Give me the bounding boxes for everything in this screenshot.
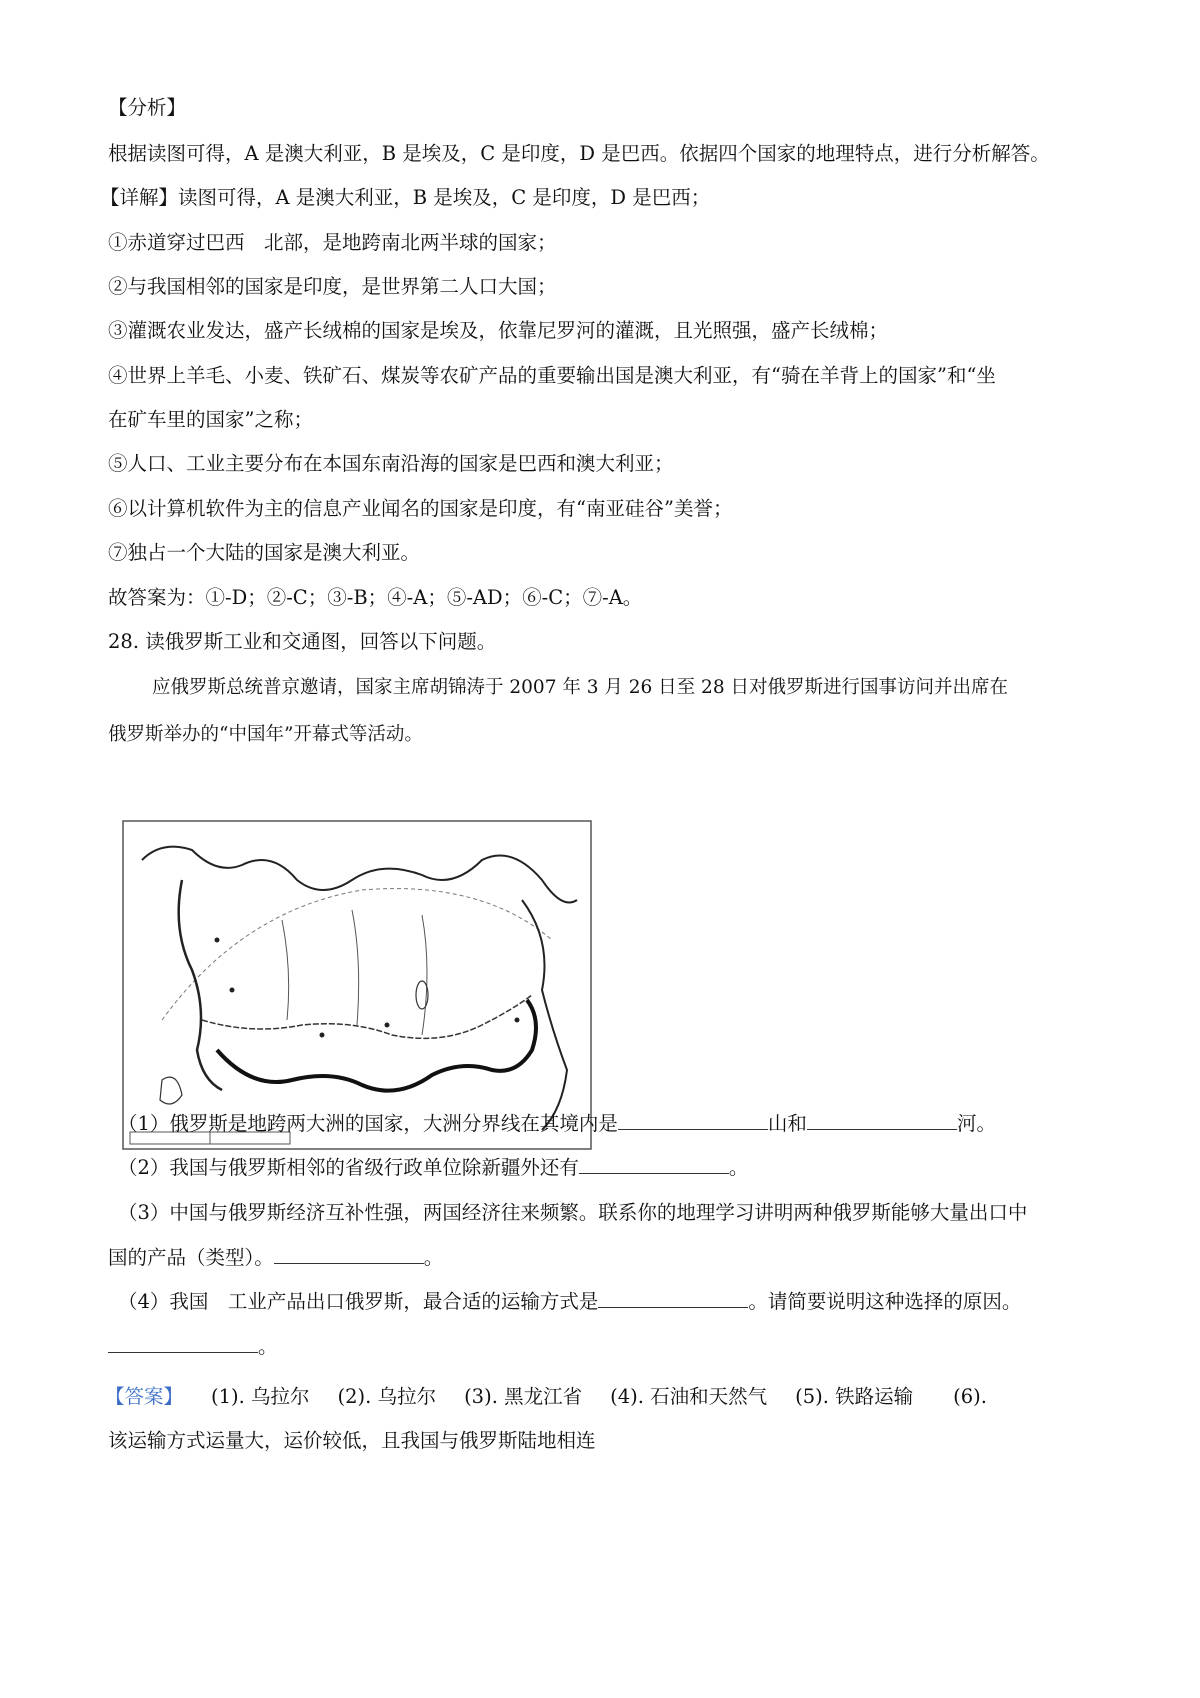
q2-text-b: 。: [728, 1156, 749, 1179]
answer-line: [105, 1382, 1100, 1412]
answer-item: (3). 黑龙江省: [464, 1385, 583, 1408]
q4-text-c: 。: [258, 1335, 278, 1358]
map-drawing: [122, 820, 592, 1150]
detail-conclusion: 故答案为：①-D；②-C；③-B；④-A；⑤-AD；⑥-C；⑦-A。: [108, 586, 643, 609]
analysis-heading: 【分析】: [108, 96, 187, 119]
q3-blank-products[interactable]: [274, 1243, 424, 1264]
q3-text-b: 。: [423, 1246, 444, 1269]
detail-item: ③灌溉农业发达，盛产长绒棉的国家是埃及，依靠尼罗河的灌溉，且光照强，盛产长绒棉；: [108, 319, 889, 342]
answer-item: (6).: [953, 1385, 987, 1408]
question-4-line2: [108, 1332, 1100, 1362]
q2-text-a: （2）我国与俄罗斯相邻的省级行政单位除新疆外还有: [118, 1156, 579, 1179]
question-1: [118, 1109, 1100, 1139]
detail-item: ⑤人口、工业主要分布在本国东南沿海的国家是巴西和澳大利亚；: [108, 452, 674, 475]
q4-text-b: 。请简要说明这种选择的原因。: [748, 1290, 1022, 1313]
answer-item: (2). 乌拉尔: [337, 1385, 437, 1408]
question-intro: 俄罗斯举办的“中国年”开幕式等活动。: [108, 724, 423, 745]
answer-item: (5). 铁路运输: [795, 1385, 914, 1408]
answer-item: (1). 乌拉尔: [211, 1385, 310, 1408]
q4-blank-transport[interactable]: [598, 1287, 748, 1308]
q1-blank-river[interactable]: [807, 1109, 957, 1130]
question-2: [118, 1153, 1100, 1183]
q4-blank-reason[interactable]: [108, 1332, 258, 1353]
question-3-line2: [108, 1243, 1100, 1273]
answer-continuation: 该运输方式运量大，运价较低，且我国与俄罗斯陆地相连: [108, 1429, 596, 1452]
detail-item: ①赤道穿过巴西 北部，是地跨南北两半球的国家；: [108, 231, 557, 254]
answer-item: (4). 石油和天然气: [610, 1385, 768, 1408]
q2-blank-province[interactable]: [579, 1153, 729, 1174]
q1-text-a: （1）俄罗斯是地跨两大洲的国家，大洲分界线在其境内是: [118, 1112, 618, 1135]
q1-text-b: 山和: [767, 1112, 807, 1135]
answer-tag: 【答案】: [105, 1385, 184, 1408]
russia-industry-transport-map: [122, 820, 592, 1150]
analysis-text: 根据读图可得，A 是澳大利亚，B 是埃及，C 是印度，D 是巴西。依据四个国家的地理特点，进行分析解答。: [108, 142, 1050, 165]
detail-item: ⑥以计算机软件为主的信息产业闻名的国家是印度，有“南亚硅谷”美誉；: [108, 497, 733, 520]
q1-text-c: 河。: [956, 1112, 996, 1135]
detail-heading: 【详解】读图可得，A 是澳大利亚，B 是埃及，C 是印度，D 是巴西；: [100, 186, 711, 209]
question-3-line1: （3）中国与俄罗斯经济互补性强，两国经济往来频繁。联系你的地理学习讲明两种俄罗斯能够大量出口中: [118, 1201, 1028, 1224]
q4-text-a: （4）我国 工业产品出口俄罗斯，最合适的运输方式是: [118, 1290, 599, 1313]
question-4: [118, 1287, 1100, 1317]
question-title: 28. 读俄罗斯工业和交通图，回答以下问题。: [108, 630, 497, 653]
detail-item: ④世界上羊毛、小麦、铁矿石、煤炭等农矿产品的重要输出国是澳大利亚，有“骑在羊背上的国家”和“坐: [108, 364, 996, 387]
q3-text-a: 国的产品（类型）。: [108, 1246, 274, 1269]
q1-blank-mountain[interactable]: [618, 1109, 768, 1130]
question-intro: 应俄罗斯总统普京邀请，国家主席胡锦涛于 2007 年 3 月 26 日至 28 日对俄罗斯进行国事访问并出席在: [152, 677, 1008, 698]
detail-item: ②与我国相邻的国家是印度，是世界第二人口大国；: [108, 275, 557, 298]
detail-item: 在矿车里的国家”之称；: [108, 408, 313, 431]
detail-item: ⑦独占一个大陆的国家是澳大利亚。: [108, 541, 421, 564]
